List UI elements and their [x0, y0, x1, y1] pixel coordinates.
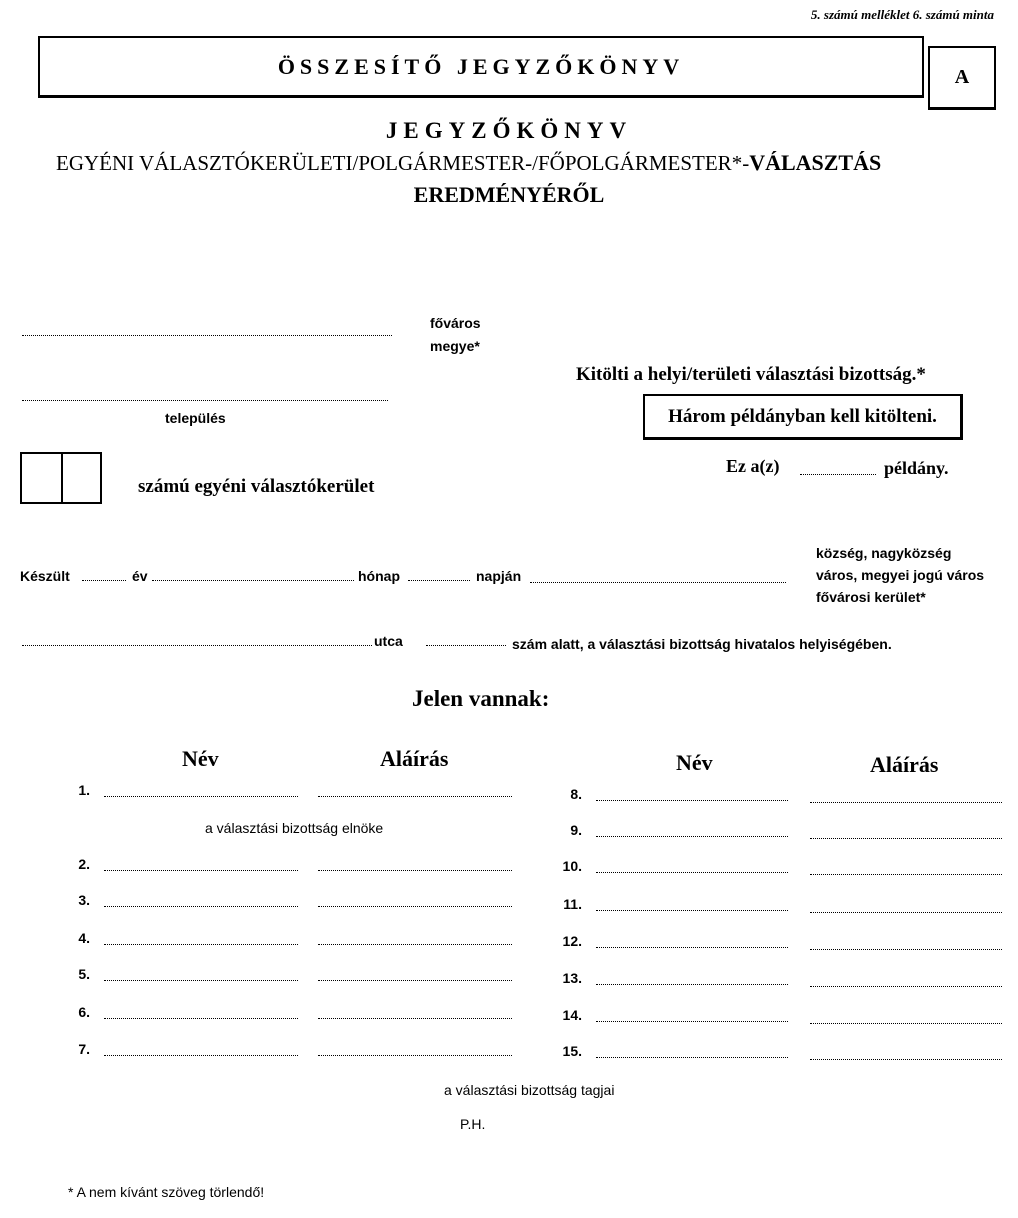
row-number: 2. — [78, 856, 90, 872]
heading-results: EREDMÉNYÉRŐL — [413, 182, 605, 207]
day-field[interactable] — [408, 580, 470, 581]
annex-note: 5. számú melléklet 6. számú minta — [810, 7, 994, 22]
county-label: megye* — [430, 338, 480, 354]
name-field[interactable] — [596, 836, 788, 837]
signature-field[interactable] — [318, 796, 512, 797]
row-number: 8. — [570, 786, 582, 802]
row-number: 14. — [562, 1007, 582, 1023]
district-number-box[interactable] — [20, 452, 102, 504]
row-number: 5. — [78, 966, 90, 982]
signature-field[interactable] — [318, 1055, 512, 1056]
form-title: ÖSSZESÍTŐ JEGYZŐKÖNYV — [277, 53, 685, 79]
name-field[interactable] — [596, 1057, 788, 1058]
name-field[interactable] — [104, 1018, 298, 1019]
locality-field[interactable] — [530, 582, 786, 583]
copies-note-box — [643, 394, 963, 440]
form-title-box — [38, 36, 924, 98]
stamp-place: P.H. — [460, 1116, 486, 1132]
street-field[interactable] — [22, 645, 372, 646]
locality-type-3: fővárosi kerület* — [816, 589, 926, 605]
copy-prefix: Ez a(z) — [726, 456, 780, 476]
row-number: 10. — [562, 858, 582, 874]
row-number: 13. — [562, 970, 582, 986]
made-label: Készült — [20, 568, 70, 584]
signature-field[interactable] — [810, 912, 1002, 913]
present-title: Jelen vannak: — [412, 686, 550, 711]
copy-number-field[interactable] — [800, 474, 876, 475]
signature-field[interactable] — [810, 1023, 1002, 1024]
signature-field[interactable] — [318, 1018, 512, 1019]
copy-suffix: példány. — [884, 458, 949, 478]
row-number: 11. — [563, 896, 582, 912]
heading-subtitle-bold: VÁLASZTÁS — [749, 150, 882, 175]
name-field[interactable] — [596, 910, 788, 911]
right-name-header: Név — [676, 750, 713, 775]
settlement-label: település — [165, 410, 226, 426]
year-field[interactable] — [82, 580, 126, 581]
row-number: 3. — [78, 892, 90, 908]
heading-title: JEGYZŐKÖNYV — [385, 118, 633, 143]
row-number: 7. — [78, 1041, 90, 1057]
signature-field[interactable] — [810, 838, 1002, 839]
month-label: hónap — [358, 568, 400, 584]
street-label: utca — [374, 633, 403, 649]
heading-subtitle — [56, 150, 881, 176]
name-field[interactable] — [596, 872, 788, 873]
left-signature-header: Aláírás — [380, 746, 449, 771]
copies-note: Három példányban kell kitölteni. — [668, 405, 937, 427]
row-number: 15. — [562, 1043, 582, 1059]
name-field[interactable] — [596, 1021, 788, 1022]
locality-type-2: város, megyei jogú város — [816, 567, 985, 583]
left-name-header: Név — [182, 746, 219, 771]
capital-county-field[interactable] — [22, 335, 392, 336]
signature-field[interactable] — [810, 874, 1002, 875]
row-number: 4. — [78, 930, 90, 946]
signature-field[interactable] — [318, 906, 512, 907]
month-field[interactable] — [152, 580, 354, 581]
name-field[interactable] — [104, 1055, 298, 1056]
signature-field[interactable] — [318, 980, 512, 981]
filled-by-note: Kitölti a helyi/területi választási bizottság.* — [576, 364, 926, 385]
house-number-field[interactable] — [426, 645, 506, 646]
signature-field[interactable] — [318, 870, 512, 871]
signature-field[interactable] — [810, 986, 1002, 987]
signature-field[interactable] — [318, 944, 512, 945]
locality-type-1: község, nagyközség — [816, 545, 952, 561]
row-number: 1. — [78, 782, 90, 798]
capital-label: főváros — [430, 315, 481, 331]
district-label: számú egyéni választókerület — [138, 476, 375, 497]
name-field[interactable] — [104, 796, 298, 797]
name-field[interactable] — [596, 947, 788, 948]
settlement-field[interactable] — [22, 400, 388, 401]
name-field[interactable] — [104, 906, 298, 907]
name-field[interactable] — [104, 870, 298, 871]
name-field[interactable] — [104, 980, 298, 981]
signature-field[interactable] — [810, 802, 1002, 803]
members-caption: a választási bizottság tagjai — [444, 1082, 615, 1098]
signature-field[interactable] — [810, 1059, 1002, 1060]
name-field[interactable] — [596, 984, 788, 985]
heading-subtitle-plain: EGYÉNI VÁLASZTÓKERÜLETI/POLGÁRMESTER-/FŐPOLGÁRMESTER*- — [56, 151, 750, 175]
signature-field[interactable] — [810, 949, 1002, 950]
name-field[interactable] — [104, 944, 298, 945]
row-number: 6. — [78, 1004, 90, 1020]
address-tail: szám alatt, a választási bizottság hivatalos helyiségében. — [512, 636, 892, 652]
right-signature-header: Aláírás — [870, 752, 939, 777]
footnote: * A nem kívánt szöveg törlendő! — [68, 1184, 265, 1200]
row-number: 9. — [570, 822, 582, 838]
name-field[interactable] — [596, 800, 788, 801]
year-label: év — [132, 568, 148, 584]
day-label: napján — [476, 568, 522, 584]
form-code: A — [928, 46, 996, 110]
row-number: 12. — [562, 933, 582, 949]
chair-caption: a választási bizottság elnöke — [205, 820, 384, 836]
